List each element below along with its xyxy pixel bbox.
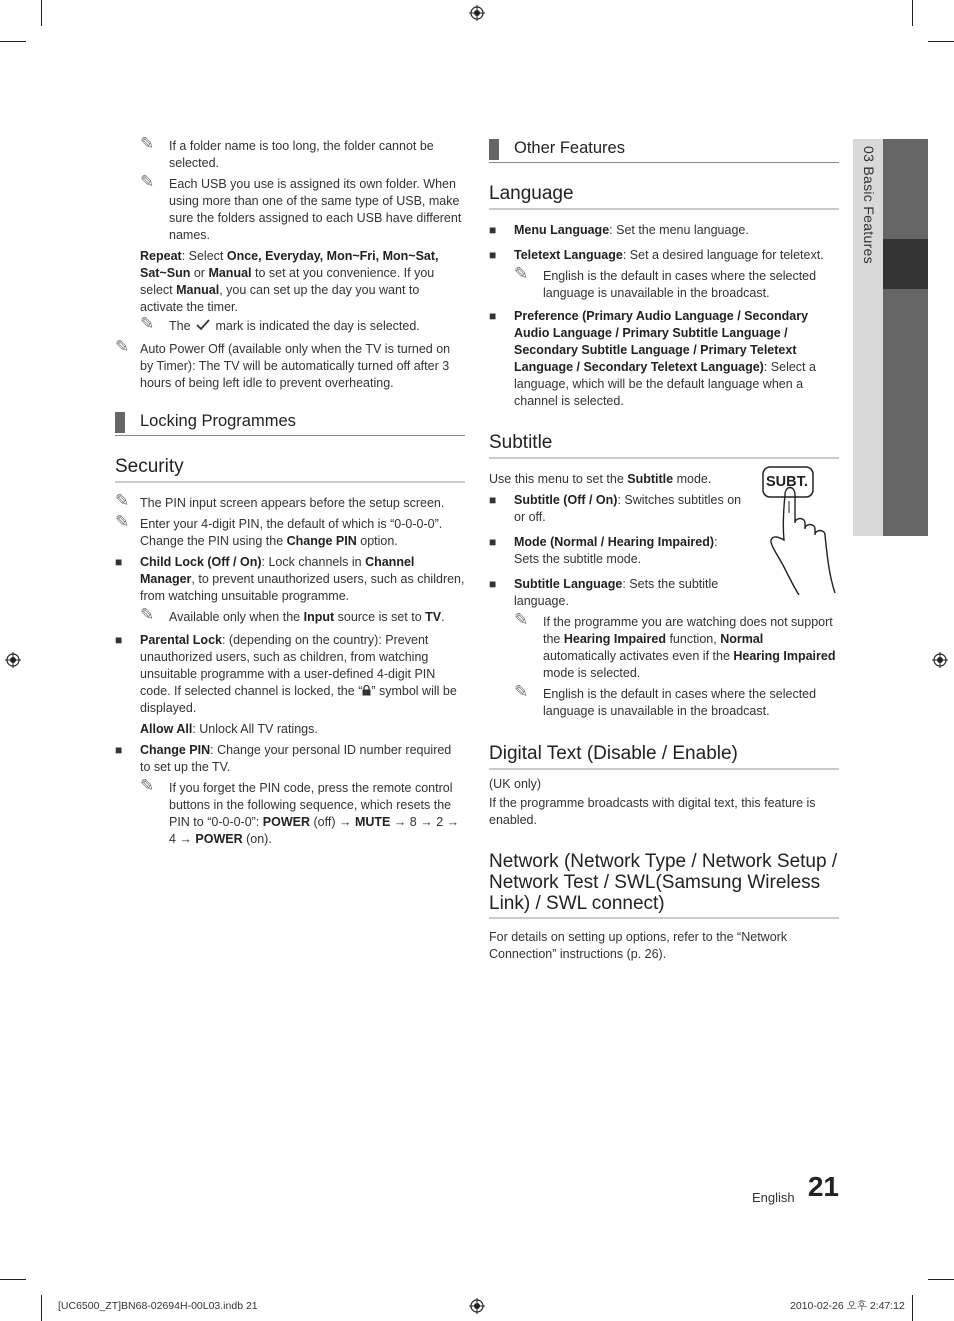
pencil-note-icon: ✎ — [140, 314, 155, 333]
registration-mark-icon — [469, 5, 485, 21]
text: or — [190, 266, 209, 280]
text: . — [441, 610, 445, 624]
note-text: Auto Power Off (available only when the TV is turned on by Timer): The TV will be automatically turned off after 3 hours of being left idle to prevent overheating. — [140, 342, 451, 390]
pencil-note-icon: ✎ — [140, 134, 155, 153]
note-enter-pin — [115, 512, 465, 550]
text: ” symbol will be displayed. — [140, 684, 457, 715]
network-heading: Network (Network Type / Network Setup / Network Test / SWL(Samsung Wireless Link) / SWL connect) — [489, 851, 839, 919]
change-pin-label: Change PIN — [140, 743, 211, 757]
note-teletext-default — [514, 264, 839, 302]
slug-file-info: [UC6500_ZT]BN68-02694H-00L03.indb 21 — [58, 1300, 258, 1312]
right-column — [489, 135, 839, 963]
repeat-options: Once, Everyday, Mon~Fri, Mon~Sat, Sat~Sun — [140, 249, 439, 280]
text: mark is indicated the day is selected. — [215, 319, 420, 333]
bullet-square-icon: ■ — [115, 555, 123, 569]
bullet-teletext-language — [489, 247, 839, 264]
footer-language: English — [752, 1190, 795, 1205]
pencil-note-icon: ✎ — [140, 605, 155, 624]
section-bar — [115, 412, 125, 433]
note-text: English is the default in cases where the selected language is unavailable in the broadcast. — [543, 687, 817, 718]
note-text: Each USB you use is assigned its own folder. When using more than one of the same type of USB, make sure the folders assigned to each USB have different names. — [169, 177, 462, 242]
text: Available only when the — [169, 610, 304, 624]
text: source is set to — [334, 610, 426, 624]
note-usb-folder — [140, 172, 465, 244]
teletext-language-label: Teletext Language — [514, 248, 623, 262]
subtitle-label: Subtitle — [627, 472, 674, 486]
pencil-note-icon: ✎ — [140, 776, 155, 795]
pencil-note-icon: ✎ — [514, 682, 529, 701]
bullet-square-icon: ■ — [489, 309, 497, 323]
mute-label: MUTE — [354, 815, 391, 829]
bullet-square-icon: ■ — [489, 493, 497, 507]
text: : Sets the subtitle mode. — [514, 535, 718, 566]
security-heading: Security — [115, 456, 465, 483]
crop-mark — [928, 1279, 954, 1280]
text: , to prevent unauthorized users, such as children, from watching unsuitable programme. — [140, 572, 465, 603]
registration-mark-icon — [469, 1298, 485, 1314]
text: : Switches subtitles on or off. — [514, 493, 742, 524]
parental-lock-label: Parental Lock — [140, 633, 222, 647]
check-mark-icon — [196, 319, 210, 331]
section-title: Other Features — [514, 139, 625, 157]
text: : Unlock All TV ratings. — [192, 722, 318, 736]
subtitle-heading: Subtitle — [489, 432, 839, 459]
manual-label: Manual — [176, 283, 220, 297]
note-subtitle-default — [514, 682, 839, 720]
bullet-square-icon: ■ — [489, 535, 497, 549]
text: If you forget the PIN code, press the remote control buttons in the following sequence, which resets the PIN to “0-0-0-0”: — [169, 781, 453, 829]
crop-mark — [0, 41, 26, 42]
section-bar — [489, 139, 499, 160]
bullet-change-pin — [115, 742, 465, 776]
text: : (depending on the country): Prevent unauthorized users, such as children, from watching unsuitable programme with a user-defined 4-digit PIN code. If selected channel is locked, the “ — [140, 633, 436, 698]
text: : Change your personal ID number required to set up the TV. — [140, 743, 452, 774]
bullet-subtitle-language — [489, 576, 744, 610]
pencil-note-icon: ✎ — [140, 172, 155, 191]
subtitle-onoff-label: Subtitle (Off / On) — [514, 493, 618, 507]
hearing-impaired-label: Hearing Impaired — [733, 649, 836, 663]
bullet-menu-language — [489, 222, 839, 239]
power-label: POWER — [195, 832, 243, 846]
text: : Set a desired language for teletext. — [622, 248, 824, 262]
channel-manager-label: Channel Manager — [140, 555, 415, 586]
power-label: POWER — [262, 815, 311, 829]
text: : Select — [181, 249, 227, 263]
page-number: 21 — [807, 1171, 839, 1202]
note-text: The PIN input screen appears before the setup screen. — [140, 496, 445, 510]
crop-mark — [928, 41, 954, 42]
note-auto-power-off — [115, 337, 465, 392]
text: Enter your 4-digit PIN, the default of which is “0-0-0-0”. Change the PIN using the — [140, 517, 443, 548]
text: function, — [665, 632, 721, 646]
menu-language-label: Menu Language — [514, 223, 610, 237]
lock-icon — [362, 685, 371, 696]
bullet-subtitle-mode — [489, 534, 744, 568]
side-tab-dark — [883, 139, 928, 536]
subt-button-label: SUBT. — [766, 474, 808, 490]
text: : Lock channels in — [261, 555, 366, 569]
note-hearing-impaired — [514, 610, 839, 682]
chapter-label: 03 Basic Features — [861, 146, 877, 264]
text: option. — [356, 534, 398, 548]
bullet-square-icon: ■ — [115, 743, 123, 757]
mode-label: Mode (Normal / Hearing Impaired) — [514, 535, 715, 549]
allow-all-paragraph — [140, 721, 465, 738]
subtitle-block — [489, 471, 839, 720]
note-pin-screen — [115, 491, 465, 512]
repeat-label: Repeat — [140, 249, 182, 263]
pencil-note-icon: ✎ — [115, 512, 130, 531]
side-tab-highlight — [883, 239, 928, 289]
subt-button-illustration — [761, 465, 841, 595]
text: (on). — [242, 832, 272, 846]
crop-mark — [41, 0, 42, 26]
section-header-locking — [115, 410, 465, 436]
text: (off) → — [310, 815, 355, 829]
pencil-note-icon: ✎ — [115, 337, 130, 356]
text: : Set the menu language. — [609, 223, 749, 237]
text: If the programme you are watching does not support the — [543, 615, 833, 646]
digital-text-body: If the programme broadcasts with digital text, this feature is enabled. — [489, 796, 816, 827]
network-body: For details on setting up options, refer to the “Network Connection” instructions (p. 26). — [489, 930, 788, 961]
bullet-square-icon: ■ — [489, 577, 497, 591]
text: : Select a language, which will be the default language when a channel is selected. — [514, 360, 816, 408]
text: The — [169, 319, 191, 333]
subtitle-language-label: Subtitle Language — [514, 577, 623, 591]
text: to set at you convenience. If you select — [140, 266, 435, 297]
pencil-note-icon: ✎ — [514, 610, 529, 629]
tv-label: TV — [425, 610, 442, 624]
section-header-other-features — [489, 137, 839, 163]
chapter-side-tab — [853, 139, 928, 536]
crop-mark — [41, 1295, 42, 1321]
bullet-square-icon: ■ — [489, 223, 497, 237]
bullet-square-icon: ■ — [489, 248, 497, 262]
pencil-note-icon: ✎ — [115, 491, 130, 510]
crop-mark — [912, 0, 913, 26]
text: mode is selected. — [543, 666, 641, 680]
crop-mark — [0, 1279, 26, 1280]
child-lock-label: Child Lock (Off / On) — [140, 555, 262, 569]
crop-mark — [912, 1295, 913, 1321]
note-check-mark — [140, 314, 465, 335]
digital-text-heading: Digital Text (Disable / Enable) — [489, 743, 839, 770]
bullet-child-lock — [115, 554, 465, 605]
manual-label: Manual — [208, 266, 252, 280]
bullet-parental-lock — [115, 632, 465, 717]
text: : Sets the subtitle language. — [514, 577, 719, 608]
language-heading: Language — [489, 183, 839, 210]
change-pin-label: Change PIN — [286, 534, 357, 548]
allow-all-label: Allow All — [140, 722, 193, 736]
left-column — [115, 135, 465, 852]
text: mode. — [673, 472, 712, 486]
pencil-note-icon: ✎ — [514, 264, 529, 283]
section-title: Locking Programmes — [140, 412, 296, 430]
repeat-paragraph — [140, 248, 465, 316]
note-forget-pin — [140, 776, 465, 848]
note-input-tv — [140, 605, 465, 626]
note-text: English is the default in cases where the selected language is unavailable in the broadcast. — [543, 269, 817, 300]
registration-mark-icon — [5, 652, 21, 668]
bullet-square-icon: ■ — [115, 633, 123, 647]
normal-label: Normal — [720, 632, 764, 646]
hearing-impaired-label: Hearing Impaired — [563, 632, 666, 646]
note-text: If a folder name is too long, the folder cannot be selected. — [169, 139, 434, 170]
input-label: Input — [303, 610, 335, 624]
text: Use this menu to set the — [489, 472, 628, 486]
text: → 8 → 2 → 4 → — [169, 815, 460, 846]
slug-date: 2010-02-26 오후 2:47:12 — [790, 1300, 905, 1312]
bullet-subtitle-onoff — [489, 492, 744, 526]
registration-mark-icon — [932, 652, 948, 668]
preference-label: Preference (Primary Audio Language / Secondary Audio Language / Primary Subtitle Language / Secondary Subtitle Language / Primary Teletext Language / Secondary Teletext Language) — [514, 309, 809, 374]
note-folder-name — [140, 134, 465, 172]
digital-uk-only: (UK only) — [489, 777, 542, 791]
text: , you can set up the day you want to activate the timer. — [140, 283, 420, 314]
bullet-preference — [489, 308, 839, 410]
text: automatically activates even if the — [543, 649, 734, 663]
